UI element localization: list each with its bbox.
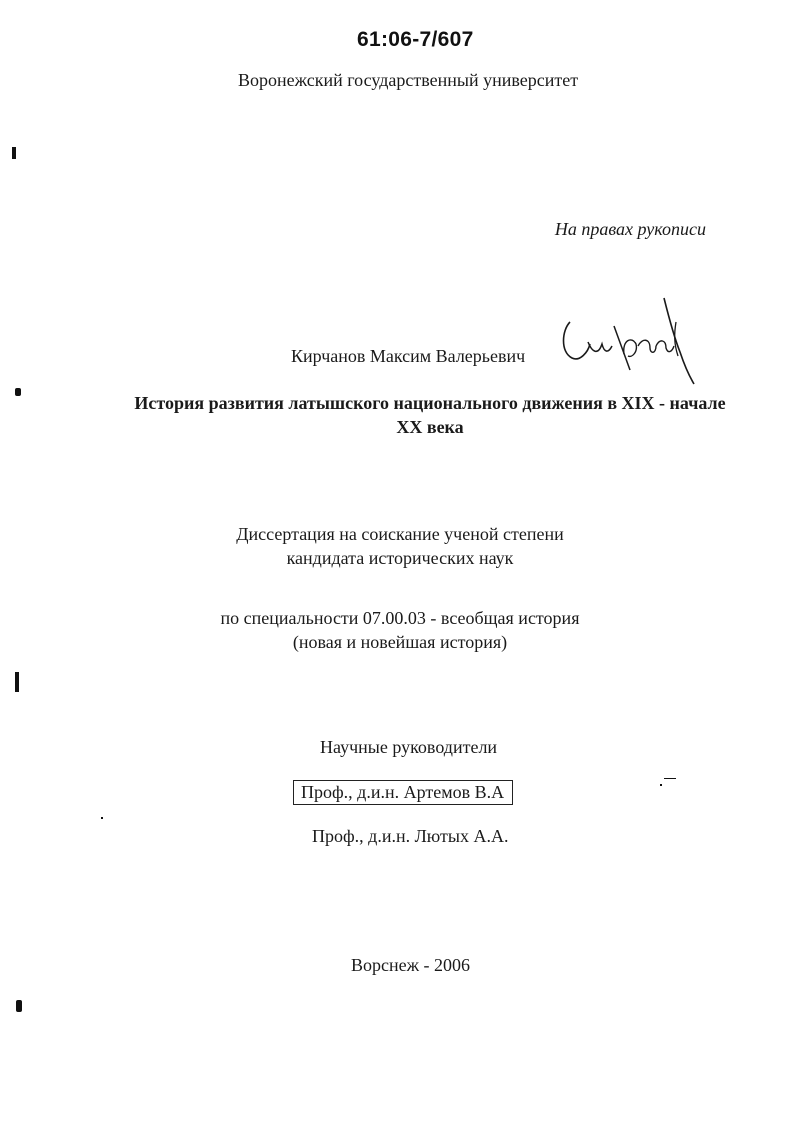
place-year: Ворснеж - 2006 [351,955,471,975]
scan-mark [15,672,19,692]
title-line-1: История развития латышского национального движения в XIX - начале [134,393,726,413]
scan-mark [15,388,21,396]
catalog-number: 61:06-7/607 [357,28,474,51]
degree-line-2: кандидата исторических наук [286,548,514,568]
degree-statement [0,522,800,570]
dissertation-title [60,391,800,439]
specialty-line-2: (новая и новейшая история) [292,632,508,652]
scan-mark [12,147,16,159]
scan-mark [660,784,662,786]
specialty-line-1: по специальности 07.00.03 - всеобщая история [220,608,580,628]
scan-mark [664,778,676,779]
university-name: Воронежский государственный университет [238,70,579,90]
scan-mark [101,817,103,819]
author-name: Кирчанов Максим Валерьевич [291,346,526,366]
advisors-heading: Научные руководители [320,737,498,757]
degree-line-1: Диссертация на соискание ученой степени [236,524,564,544]
advisor-2: Проф., д.и.н. Лютых А.А. [312,826,509,846]
title-line-2: XX века [396,417,464,437]
manuscript-note: На правах рукописи [554,219,706,239]
signature-image [552,292,702,387]
scan-mark [16,1000,22,1012]
advisor-1-boxed: Проф., д.и.н. Артемов В.А [293,780,513,805]
specialty-statement [0,606,800,654]
